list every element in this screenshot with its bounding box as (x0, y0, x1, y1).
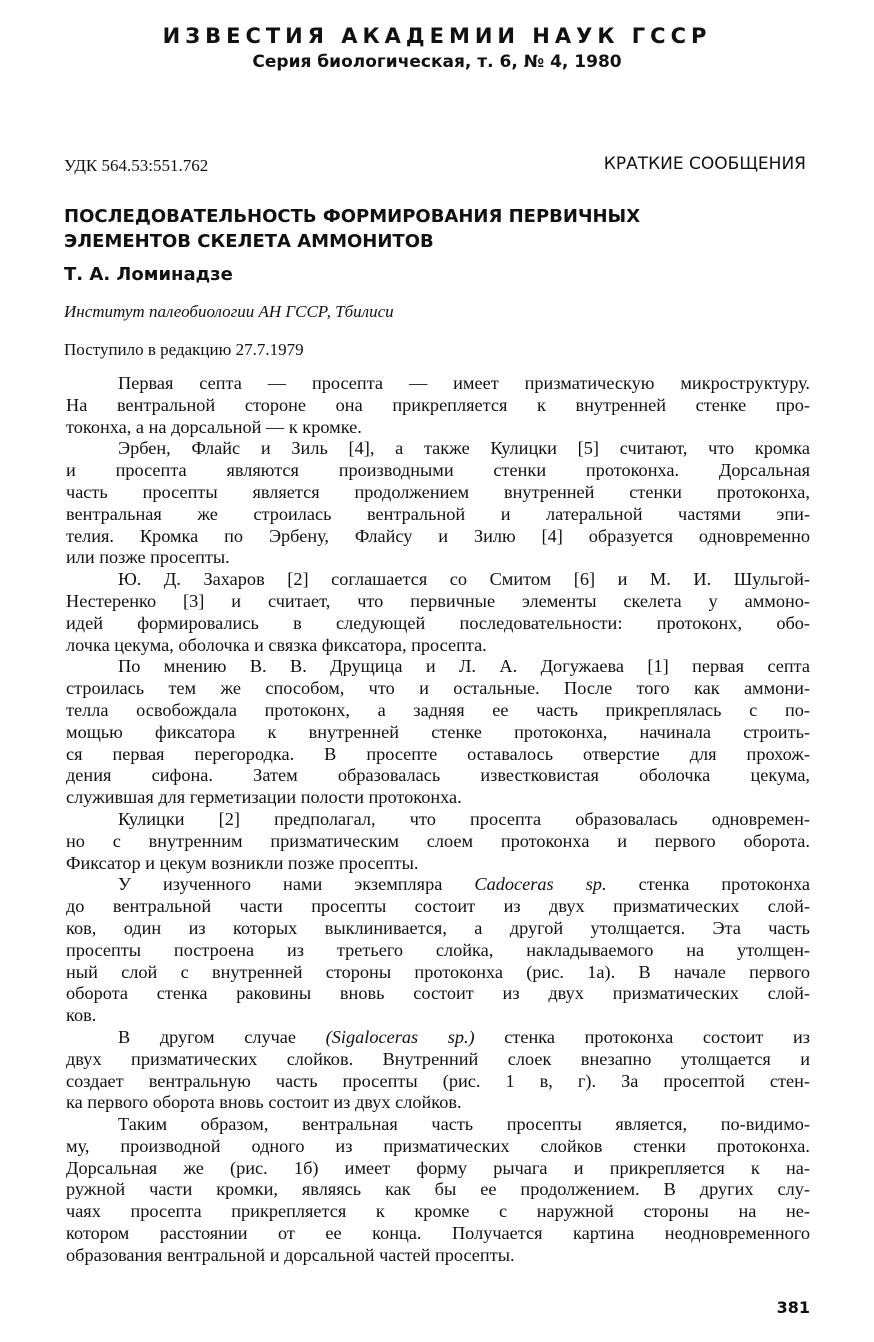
body-line: идей формировались в следующей последовательности: протоконх, обо- (66, 612, 810, 633)
body-line: ка первого оборота вновь состоит из двух слойков. (66, 1092, 462, 1113)
body-line: Ю. Д. Захаров [2] соглашается со Смитом [6] и М. И. Шульгой- (118, 569, 810, 590)
body-line: Эрбен, Флайс и Зиль [4], а также Кулицки [5] считают, что кромка (118, 438, 810, 459)
body-line: просепты построена из третьего слойка, накладываемого на утолщен- (66, 939, 810, 960)
body-line: Первая септа — просепта — имеет призматическую микроструктуру. (118, 373, 810, 393)
body-line: создает вентральную часть просепты (рис. 1 в, г). За просептой стен- (66, 1070, 810, 1091)
body-line: Фиксатор и цекум возникли позже просепты. (66, 852, 419, 873)
body-line: и просепта являются производными стенки протоконха. Дорсальная (66, 460, 810, 481)
body-line: котором расстоянии от ее конца. Получается картина неодновременного (66, 1223, 810, 1244)
body-line: оборота стенка раковины вновь состоит из двух призматических слой- (66, 983, 810, 1004)
body-line: му, производной одного из призматических слойков стенки протоконха. (66, 1135, 810, 1156)
affiliation: Институт палеобиологии АН ГССР, Тбилиси (64, 302, 394, 321)
article-title-line-1: ПОСЛЕДОВАТЕЛЬНОСТЬ ФОРМИРОВАНИЯ ПЕРВИЧНЫХ (64, 206, 641, 227)
body-line: ся первая перегородка. В просепте оставалось отверстие для прохож- (66, 743, 810, 764)
body-line: ков, один из которых выклинивается, а другой утолщается. Эта часть (66, 917, 810, 938)
author: Т. А. Ломинадзе (64, 264, 233, 285)
journal-series: Серия биологическая, т. 6, № 4, 1980 (252, 52, 622, 72)
body-line: токонха, а на дорсальной — к кромке. (66, 416, 362, 437)
body-line: мощью фиксатора к внутренней стенке протоконха, начинала строить- (66, 721, 810, 742)
body-line: На вентральной стороне она прикрепляется к внутренней стенке про- (66, 394, 810, 415)
received-date: Поступило в редакцию 27.7.1979 (64, 340, 304, 359)
article-title (64, 204, 804, 254)
body-line: Таким образом, вентральная часть просепты является, по-видимо- (118, 1114, 810, 1135)
body-line: телия. Кромка по Эрбену, Флайсу и Зилю [4] образуется одновременно (66, 525, 810, 546)
body-line: Кулицки [2] предполагал, что просепта образовалась одновремен- (118, 808, 810, 829)
body-line: ный слой с внутренней стороны протоконха (рис. 1а). В начале первого (66, 961, 810, 982)
body-line: двух призматических слойков. Внутренний слоек внезапно утолщается и (66, 1048, 810, 1069)
body-line: В другом случае (Sigaloceras sp.) стенка протоконха состоит из (118, 1026, 811, 1047)
body-line: По мнению В. В. Друщица и Л. А. Догужаева [1] первая септа (118, 656, 810, 677)
body-line: до вентральной части просепты состоит из двух призматических слой- (66, 896, 810, 917)
body-line: часть просепты является продолжением внутренней стенки протоконха, (66, 481, 810, 502)
body-line: ружной части кромки, являясь как бы ее продолжением. В других слу- (66, 1179, 810, 1200)
body-line: служившая для герметизации полости протоконха. (66, 787, 462, 808)
body-line: Дорсальная же (рис. 1б) имеет форму рычага и прикрепляется к на- (66, 1157, 810, 1178)
body-line: Нестеренко [3] и считает, что первичные элементы скелета у аммоно- (66, 590, 810, 611)
udk-code: УДК 564.53:551.762 (64, 156, 209, 175)
body-line: У изученного нами экземпляра Cadoceras sp. стенка протоконха (118, 874, 810, 895)
body-line: чаях просепта прикрепляется к кромке с наружной стороны на не- (66, 1201, 810, 1222)
body-line: вентральная же строилась вентральной и латеральной частями эпи- (66, 503, 810, 524)
article-title-line-2: ЭЛЕМЕНТОВ СКЕЛЕТА АММОНИТОВ (64, 231, 434, 252)
body-line: или позже просепты. (66, 547, 230, 568)
body-line: но с внутренним призматическим слоем протоконха и первого оборота. (66, 830, 810, 851)
section-heading: КРАТКИЕ СООБЩЕНИЯ (603, 154, 806, 174)
journal-title: ИЗВЕСТИЯ АКАДЕМИИ НАУК ГССР (162, 24, 712, 48)
article-body (66, 373, 810, 1267)
body-line: строилась тем же способом, что и остальные. После того как аммони- (66, 678, 810, 699)
body-line: дения сифона. Затем образовалась известковистая оболочка цекума, (66, 765, 810, 786)
body-line: лочка цекума, оболочка и связка фиксатора, просепта. (66, 634, 487, 655)
body-line: образования вентральной и дорсальной частей просепты. (66, 1244, 515, 1265)
body-line: ков. (66, 1005, 97, 1026)
body-line: телла освобождала протоконх, а задняя ее часть прикреплялась с по- (66, 699, 810, 720)
page-number: 381 (776, 1298, 810, 1317)
